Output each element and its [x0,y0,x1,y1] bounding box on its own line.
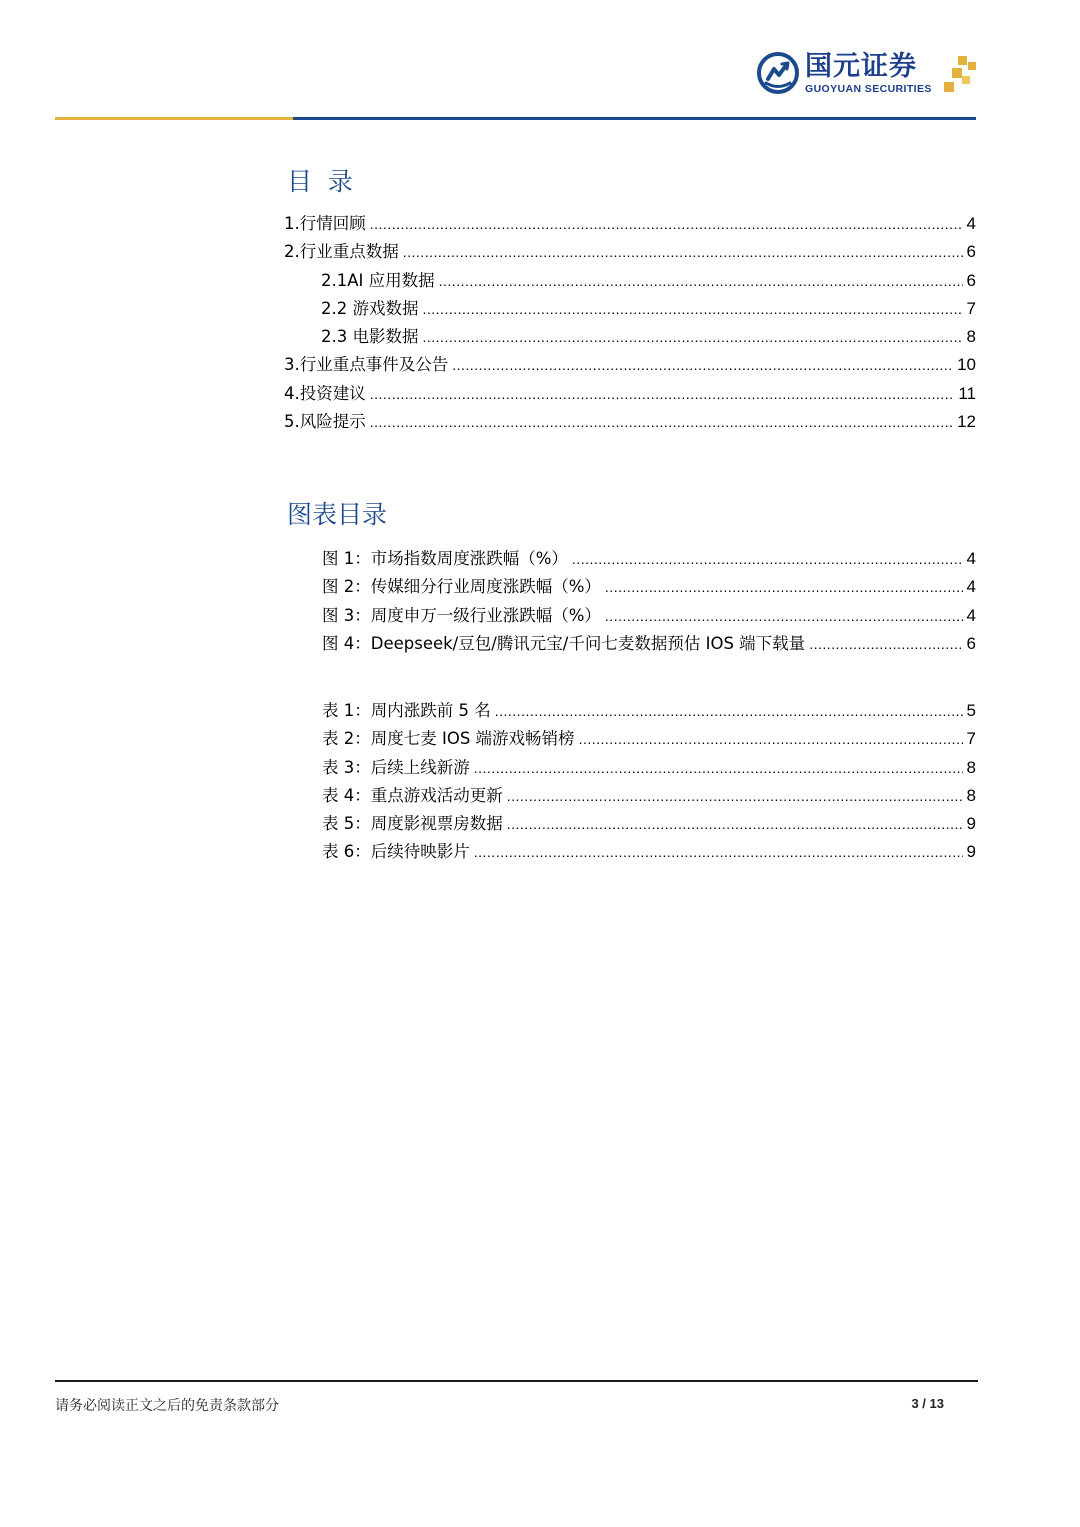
dot-leader [809,630,962,658]
toc-subentry[interactable] [284,295,976,323]
toc-entry-page: 12 [957,412,976,432]
header-rule-blue [293,117,976,120]
toc-entry-title: 5.风险提示 [284,412,366,432]
toc-entry[interactable] [284,210,976,238]
dot-leader [572,545,963,573]
table-entry-page: 5 [966,701,976,720]
figure-entry[interactable] [322,545,976,573]
figure-entry[interactable] [322,573,976,601]
dot-leader [507,782,963,810]
dot-leader [474,754,963,782]
table-entry-page: 7 [966,729,976,749]
table-entry-title: 表 3：后续上线新游 [322,757,470,777]
toc-entry-page: 6 [966,270,976,290]
dot-leader [423,295,963,323]
toc-entry-title: 2.行业重点数据 [284,242,399,262]
gold-squares-icon [942,54,978,94]
figure-entry-title: 图 2：传媒细分行业周度涨跌幅（%） [322,577,601,597]
table-entry[interactable] [322,838,976,866]
tables-list [322,697,976,867]
table-entry[interactable] [322,697,976,725]
toc-heading: 目 录 [287,167,353,196]
toc-entry-page: 11 [958,383,976,403]
toc-subentry[interactable] [284,267,976,295]
figure-entry-title: 图 3：周度申万一级行业涨跌幅（%） [322,605,601,625]
toc-subentry[interactable] [284,323,976,351]
page-number: 3 / 13 [911,1396,944,1411]
dot-leader [403,238,963,266]
dot-leader [474,838,963,866]
figure-entry-page: 4 [966,577,976,597]
toc-list [284,210,976,436]
guoyuan-emblem-icon [757,52,799,94]
figure-entry-page: 4 [966,549,976,568]
table-entry-page: 8 [966,757,976,777]
dot-leader [495,697,963,725]
figure-entry[interactable] [322,602,976,630]
footer-rule [55,1380,978,1382]
toc-entry-title: 3.行业重点事件及公告 [284,355,449,375]
toc-entry-title: 2.2 游戏数据 [321,298,419,318]
header-rule-gold [55,117,293,120]
toc-entry[interactable] [284,238,976,266]
table-entry-page: 8 [966,785,976,805]
table-entry[interactable] [322,725,976,753]
dot-leader [452,351,953,379]
toc-entry[interactable] [284,408,976,436]
company-logo [757,50,982,98]
toc-entry-page: 7 [966,298,976,318]
toc-entry-title: 2.1AI 应用数据 [321,270,435,290]
table-entry[interactable] [322,782,976,810]
figure-entry-page: 6 [966,633,976,653]
dot-leader [423,323,963,351]
figures-list [322,545,976,658]
figure-entry-title: 图 1：市场指数周度涨跌幅（%） [322,549,568,568]
table-entry-page: 9 [966,842,976,862]
dot-leader [507,810,963,838]
dot-leader [605,602,963,630]
table-entry-page: 9 [966,814,976,834]
figure-entry[interactable] [322,630,976,658]
figures-toc-heading: 图表目录 [287,500,388,529]
brand-name-cn: 国元证券 [805,51,917,82]
dot-leader [370,210,963,238]
table-entry-title: 表 4：重点游戏活动更新 [322,785,503,805]
dot-leader [439,267,963,295]
toc-entry-page: 8 [966,327,976,347]
dot-leader [370,408,953,436]
table-entry-title: 表 5：周度影视票房数据 [322,814,503,834]
dot-leader [605,573,963,601]
dot-leader [579,725,963,753]
table-entry-title: 表 1：周内涨跌前 5 名 [322,701,491,720]
table-entry[interactable] [322,754,976,782]
brand-name-en: GUOYUAN SECURITIES [805,83,932,95]
table-entry-title: 表 2：周度七麦 IOS 端游戏畅销榜 [322,729,575,749]
figure-entry-page: 4 [966,605,976,625]
toc-entry[interactable] [284,351,976,379]
table-entry[interactable] [322,810,976,838]
dot-leader [370,380,955,408]
figure-entry-title: 图 4：Deepseek/豆包/腾讯元宝/千问七麦数据预估 IOS 端下载量 [322,633,806,653]
toc-entry-page: 6 [966,242,976,262]
table-entry-title: 表 6：后续待映影片 [322,842,470,862]
toc-entry[interactable] [284,380,976,408]
toc-entry-page: 4 [966,214,976,233]
footer-disclaimer: 请务必阅读正文之后的免责条款部分 [55,1398,279,1414]
toc-entry-title: 1.行情回顾 [284,214,366,233]
toc-entry-page: 10 [957,355,976,375]
toc-entry-title: 4.投资建议 [284,383,366,403]
toc-entry-title: 2.3 电影数据 [321,327,419,347]
